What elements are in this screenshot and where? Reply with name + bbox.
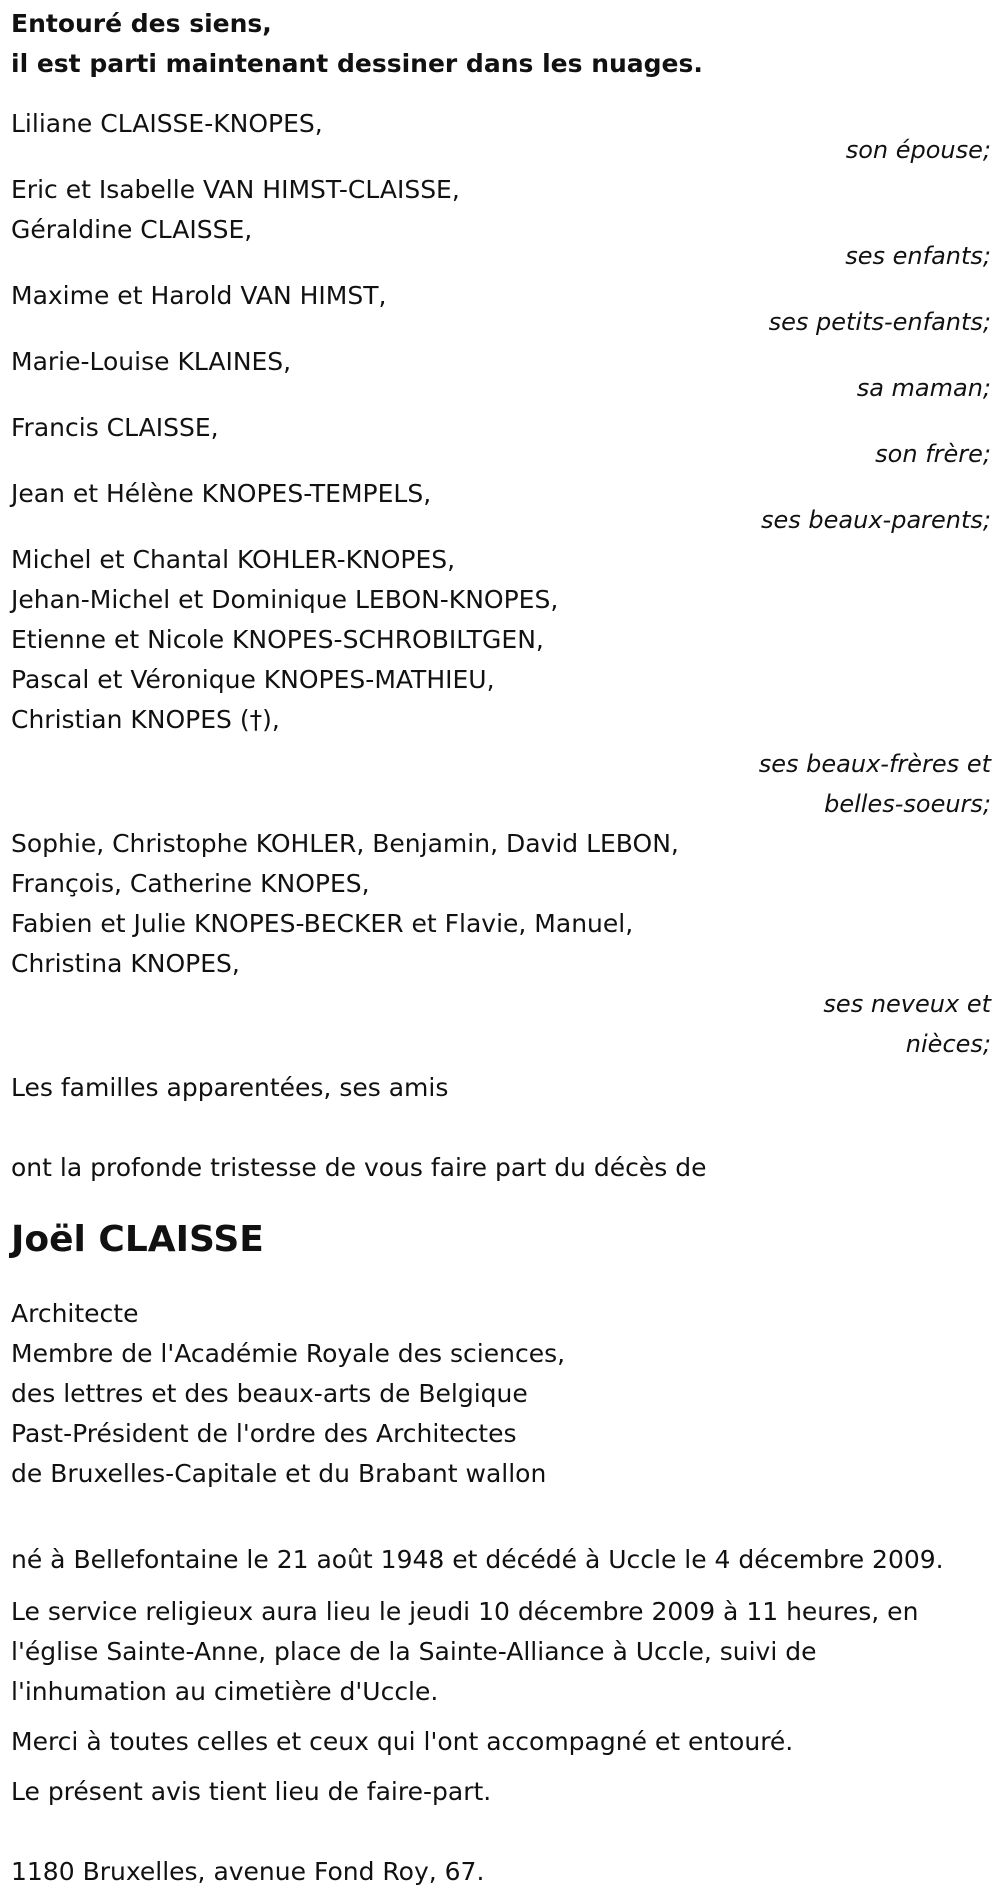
obituary-notice xyxy=(11,0,991,1892)
family-relation: nièces; xyxy=(905,1030,991,1058)
family-relation: ses enfants; xyxy=(845,242,991,270)
family-name: Maxime et Harold VAN HIMST, xyxy=(11,281,387,310)
service-line: Le service religieux aura lieu le jeudi 10 décembre 2009 à 11 heures, en xyxy=(11,1597,919,1626)
title-line: des lettres et des beaux-arts de Belgique xyxy=(11,1379,528,1408)
title-line: de Bruxelles-Capitale et du Brabant wallon xyxy=(11,1459,547,1488)
family-relation: ses beaux-frères et xyxy=(758,750,991,778)
intro-line-2: il est parti maintenant dessiner dans les nuages. xyxy=(11,49,703,78)
address: 1180 Bruxelles, avenue Fond Roy, 67. xyxy=(11,1857,485,1886)
family-relation: son épouse; xyxy=(845,136,991,164)
family-name: Etienne et Nicole KNOPES-SCHROBILTGEN, xyxy=(11,625,544,654)
family-name: Sophie, Christophe KOHLER, Benjamin, David LEBON, xyxy=(11,829,679,858)
announcement: ont la profonde tristesse de vous faire part du décès de xyxy=(11,1153,707,1182)
intro-line-1: Entouré des siens, xyxy=(11,9,272,38)
family-group-nephews-nieces xyxy=(11,824,991,1064)
family-name: Jehan-Michel et Dominique LEBON-KNOPES, xyxy=(11,585,559,614)
family-name: Eric et Isabelle VAN HIMST-CLAISSE, xyxy=(11,175,460,204)
birth-death: né à Bellefontaine le 21 août 1948 et décédé à Uccle le 4 décembre 2009. xyxy=(11,1545,944,1574)
service-line: l'église Sainte-Anne, place de la Sainte-Alliance à Uccle, suivi de xyxy=(11,1637,817,1666)
family-relation: ses beaux-parents; xyxy=(761,506,991,534)
title-line: Membre de l'Académie Royale des sciences, xyxy=(11,1339,566,1368)
family-group-grandchildren xyxy=(11,276,991,342)
titles xyxy=(11,1294,991,1494)
family-relation: son frère; xyxy=(875,440,991,468)
title-line: Architecte xyxy=(11,1299,139,1328)
family-relation: sa maman; xyxy=(856,374,991,402)
deceased-name: Joël CLAISSE xyxy=(11,1219,264,1260)
family-name: Christina KNOPES, xyxy=(11,949,240,978)
family-name: Jean et Hélène KNOPES-TEMPELS, xyxy=(11,479,432,508)
family-name: Christian KNOPES (†), xyxy=(11,705,280,734)
family-relation: ses neveux et xyxy=(823,990,991,1018)
family-name: Liliane CLAISSE-KNOPES, xyxy=(11,109,323,138)
thanks: Merci à toutes celles et ceux qui l'ont accompagné et entouré. xyxy=(11,1727,794,1756)
family-group-parents-in-law xyxy=(11,474,991,540)
families-line: Les familles apparentées, ses amis xyxy=(11,1073,449,1102)
family-name: Francis CLAISSE, xyxy=(11,413,219,442)
family-name: Michel et Chantal KOHLER-KNOPES, xyxy=(11,545,456,574)
family-relation: ses petits-enfants; xyxy=(768,308,991,336)
title-line: Past-Président de l'ordre des Architectes xyxy=(11,1419,517,1448)
family-group-siblings-in-law xyxy=(11,540,991,824)
family-name: Géraldine CLAISSE, xyxy=(11,215,253,244)
family-group-spouse xyxy=(11,104,991,170)
intro xyxy=(11,4,991,84)
family-name: François, Catherine KNOPES, xyxy=(11,869,370,898)
notice: Le présent avis tient lieu de faire-part. xyxy=(11,1777,492,1806)
family-name: Marie-Louise KLAINES, xyxy=(11,347,292,376)
family-group-mother xyxy=(11,342,991,408)
family-group-brother xyxy=(11,408,991,474)
family-list xyxy=(11,104,991,1892)
family-group-children xyxy=(11,170,991,276)
family-relation: belles-soeurs; xyxy=(824,790,991,818)
service-info xyxy=(11,1592,991,1712)
family-name: Pascal et Véronique KNOPES-MATHIEU, xyxy=(11,665,495,694)
service-line: l'inhumation au cimetière d'Uccle. xyxy=(11,1677,439,1706)
family-name: Fabien et Julie KNOPES-BECKER et Flavie, Manuel, xyxy=(11,909,634,938)
